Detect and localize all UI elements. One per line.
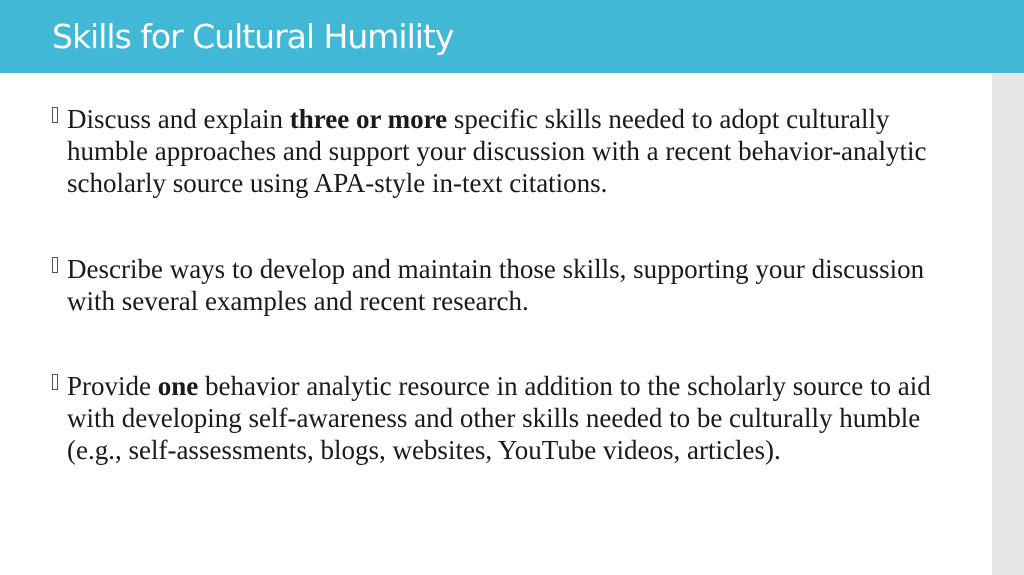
bullet-text-1 bbox=[67, 103, 972, 199]
bullet-text-3 bbox=[67, 370, 972, 466]
bullet-item-1 bbox=[52, 103, 972, 199]
box-bullet-icon bbox=[52, 374, 58, 390]
bullet-1-text-end: specific skills needed to adopt culturally humble approaches and support your discussion with a recent behavior-analytic scholarly source using APA-style in-text citations. bbox=[67, 104, 927, 198]
bullet-item-3 bbox=[52, 370, 972, 466]
bullet-3-text-start: Provide bbox=[67, 371, 158, 401]
box-bullet-icon bbox=[52, 257, 58, 273]
right-side-bar bbox=[992, 73, 1024, 575]
bullet-text-2: Describe ways to develop and maintain those skills, supporting your discussion with several examples and recent research. bbox=[67, 254, 925, 316]
box-bullet-icon bbox=[52, 107, 58, 123]
bullet-3-text-end: behavior analytic resource in addition to the scholarly source to aid with developing self-awareness and other skills needed to be culturally humble (e.g., self-assessments, blogs, websites, YouTube videos, articles). bbox=[67, 371, 931, 465]
bullet-1-bold-text: three or more bbox=[289, 104, 448, 134]
bullet-1-text-start: Discuss and explain bbox=[67, 104, 290, 134]
bullet-item-2 bbox=[52, 253, 972, 317]
slide-title: Skills for Cultural Humility bbox=[52, 17, 454, 56]
bullet-3-bold-text: one bbox=[157, 371, 199, 401]
title-banner bbox=[0, 0, 1024, 73]
